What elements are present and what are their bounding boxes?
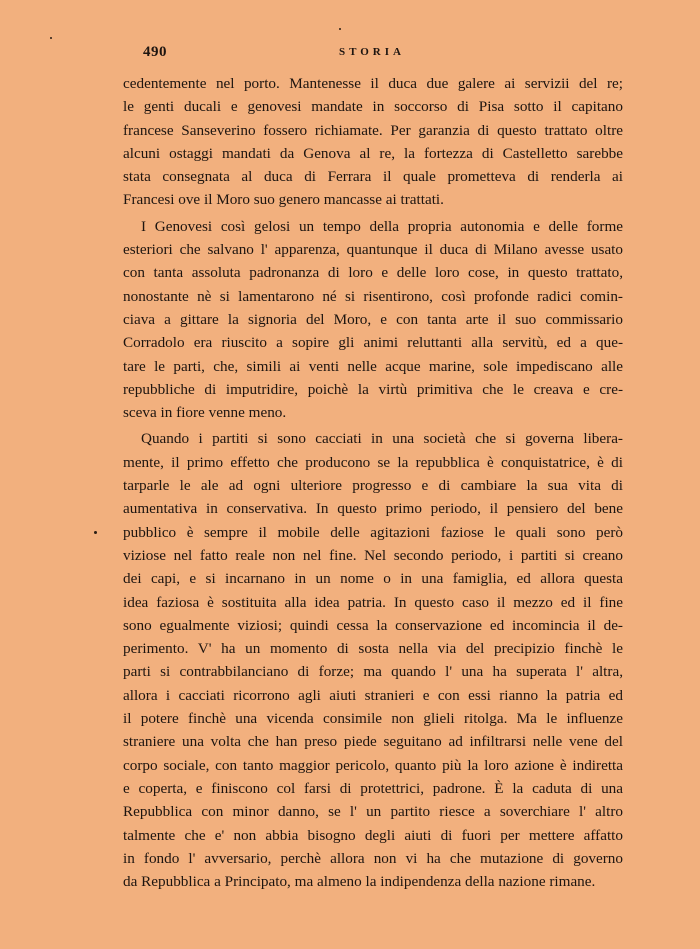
page-header (121, 44, 623, 64)
text-line: da Repubblica a Principato, ma almeno la indipendenza della nazione rimane. (123, 873, 596, 891)
text-line: idea faziosa è sostituita alla idea patria. In questo caso il mezzo ed il fine (123, 593, 623, 611)
paragraph-2 (123, 215, 623, 425)
text-line: repubbliche di imputridire, poichè la virtù primitiva che le creava e cre- (123, 380, 623, 398)
paragraph-1 (123, 72, 623, 212)
text-line: sceva in fiore venne meno. (123, 404, 287, 422)
text-line: mente, il primo effetto che producono se la repubblica è conquistatrice, è di (123, 453, 623, 471)
text-line: alcuni ostaggi mandati da Genova al re, la fortezza di Castelletto sarebbe (123, 144, 623, 162)
text-line: pubblico è sempre il mobile delle agitazioni faziose le quali sono però (123, 523, 623, 541)
text-line: e coperta, e finiscono col farsi di protettrici, padrone. È la caduta di una (123, 779, 623, 797)
text-line: Francesi ove il Moro suo genero mancasse ai trattati. (123, 191, 444, 209)
text-line: perimento. V' ha un momento di sosta nella via del precipizio finchè le (123, 640, 623, 658)
text-line: il potere finchè una vicenda consimile non glieli ritolga. Ma le influenze (123, 710, 623, 728)
text-line: straniere una volta che han preso piede seguitano ad infiltrarsi nelle vene del (123, 733, 623, 751)
text-line: in fondo l' avversario, perchè allora non vi ha che mutazione di governo (123, 849, 623, 867)
text-line: I Genovesi così gelosi un tempo della propria autonomia e delle forme (141, 217, 623, 235)
text-line: viziose nel fatto reale non nel fine. Nel secondo periodo, i partiti si creano (123, 546, 623, 564)
text-line: stata consegnata al duca di Ferrara il quale prometteva di renderla ai (123, 168, 623, 186)
text-line: corpo sociale, con tanto maggior pericolo, quanto più la loro azione è indiretta (123, 756, 623, 774)
paragraph-3 (123, 427, 623, 893)
text-line: Corradolo era riuscito a sopire gli animi reluttanti alla servitù, ed a que- (123, 334, 623, 352)
text-line: tarparle le ale ad ogni ulteriore progresso e di cambiare la sua vita di (123, 477, 623, 495)
text-line: talmente che e' non abbia bisogno degli aiuti di fuori per mettere affatto (123, 826, 623, 844)
text-line: francese Sanseverino fossero richiamate. Per garanzia di questo trattato oltre (123, 121, 623, 139)
ink-speck (50, 37, 52, 39)
text-line: allora i cacciati ricorrono agli aiuti stranieri e con essi rianno la patria ed (123, 686, 623, 704)
body-text (123, 72, 623, 893)
text-line: dei capi, e si incarnano in un nome o in una famiglia, ed allora questa (123, 570, 623, 588)
text-line: sono egualmente viziosi; quindi cessa la conservazione ed incomincia il de- (123, 616, 623, 634)
text-line: parti si contrabbilanciano di forze; ma quando l' una ha superata l' altra, (123, 663, 623, 681)
page-number: 490 (143, 44, 167, 60)
running-title: STORIA (339, 46, 405, 58)
text-line: esteriori che salvano l' apparenza, quantunque il duca di Milano avesse usato (123, 241, 623, 259)
ink-speck (94, 531, 97, 534)
text-line: nonostante nè si lamentarono né si risentirono, così profonde radici comin- (123, 287, 623, 305)
text-line: Repubblica con minor danno, se l' un partito riesce a soverchiare l' altro (123, 803, 623, 821)
text-line: Quando i partiti si sono cacciati in una società che si governa libera- (141, 430, 623, 448)
text-line: tare le parti, che, simili ai venti nelle acque marine, sole impediscano alle (123, 357, 623, 375)
text-line: le genti ducali e genovesi mandate in soccorso di Pisa sotto il capitano (123, 98, 623, 116)
ink-speck (339, 28, 341, 30)
text-line: ciava a gittare la signoria del Moro, e con tanta arte il suo commissario (123, 310, 623, 328)
text-line: cedentemente nel porto. Mantenesse il duca due galere ai servizii del re; (123, 75, 623, 92)
text-line: aumentativa in conservativa. In questo primo periodo, il pensiero del bene (123, 500, 623, 518)
text-line: con tanta assoluta padronanza di loro e delle loro cose, in questo trattato, (123, 264, 623, 282)
